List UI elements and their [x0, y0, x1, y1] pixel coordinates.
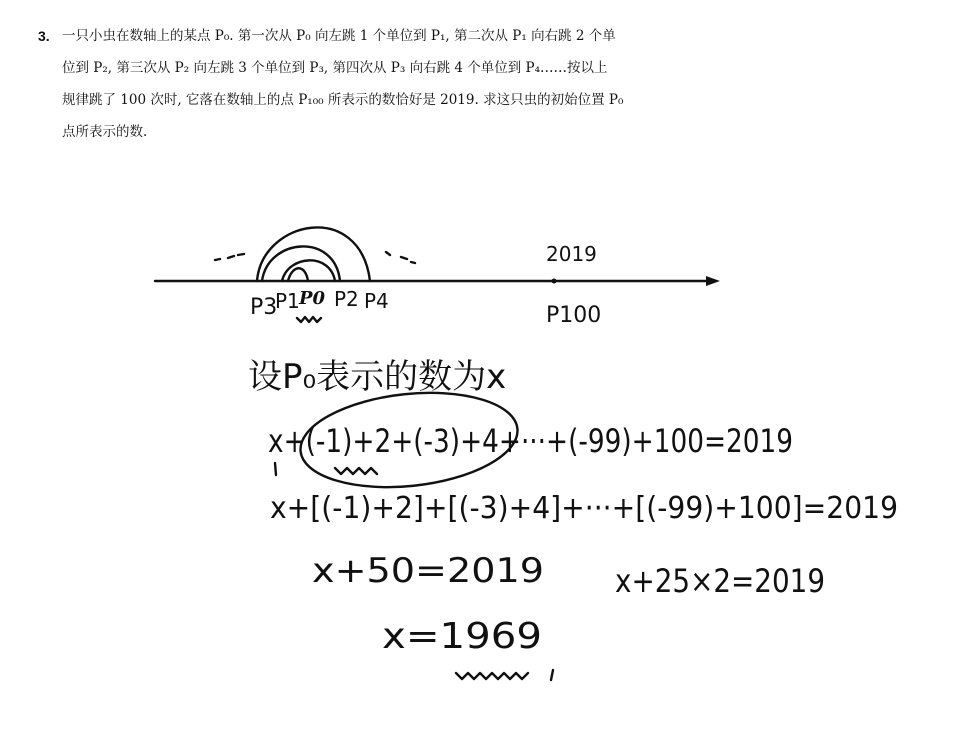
margin-tick — [275, 463, 276, 475]
p100-point — [552, 279, 557, 284]
answer-comma — [551, 670, 553, 680]
number-line-arrow — [706, 276, 720, 286]
problem-line-4: 点所表示的数. — [62, 124, 148, 140]
label-p4: P4 — [364, 289, 389, 313]
left-dots — [215, 254, 244, 260]
equation-1: x+(-1)+2+(-3)+4+···+(-99)+100=2019 — [268, 422, 793, 460]
jump-arc-1 — [288, 268, 308, 281]
number-line — [155, 227, 720, 328]
p0-underline — [297, 317, 321, 322]
problem-line-3: 规律跳了 100 次时, 它落在数轴上的点 P₁₀₀ 所表示的数恰好是 2019. 求这只虫的初始位置 P₀ — [62, 92, 624, 108]
equation-3: x+50=2019 — [312, 551, 544, 591]
problem-number: 3. — [38, 28, 50, 44]
problem-line-1: 一只小虫在数轴上的某点 P₀. 第一次从 P₀ 向左跳 1 个单位到 P₁, 第二次从 P₁ 向右跳 2 个单 — [62, 28, 616, 44]
eq1-underline — [335, 468, 377, 474]
jump-arc-4 — [257, 227, 370, 281]
label-2019: 2019 — [546, 242, 597, 266]
equation-side: x+25×2=2019 — [615, 562, 825, 600]
setup-text: 设P₀表示的数为x — [248, 357, 507, 397]
problem-line-2: 位到 P₂, 第三次从 P₂ 向左跳 3 个单位到 P₃, 第四次从 P₃ 向右跳 4 个单位到 P₄……按以上 — [62, 60, 608, 76]
equation-2: x+[(-1)+2]+[(-3)+4]+···+[(-99)+100]=2019 — [270, 491, 898, 526]
right-dots — [386, 252, 415, 263]
label-p2: P2 — [334, 287, 359, 311]
label-p0: P0 — [299, 288, 326, 309]
answer: x=1969 — [382, 616, 542, 657]
label-p100: P100 — [546, 303, 602, 328]
answer-underline — [456, 673, 528, 679]
label-p1: P1 — [275, 289, 300, 313]
label-p3: P3 — [250, 295, 278, 320]
jump-arc-3 — [262, 246, 340, 281]
